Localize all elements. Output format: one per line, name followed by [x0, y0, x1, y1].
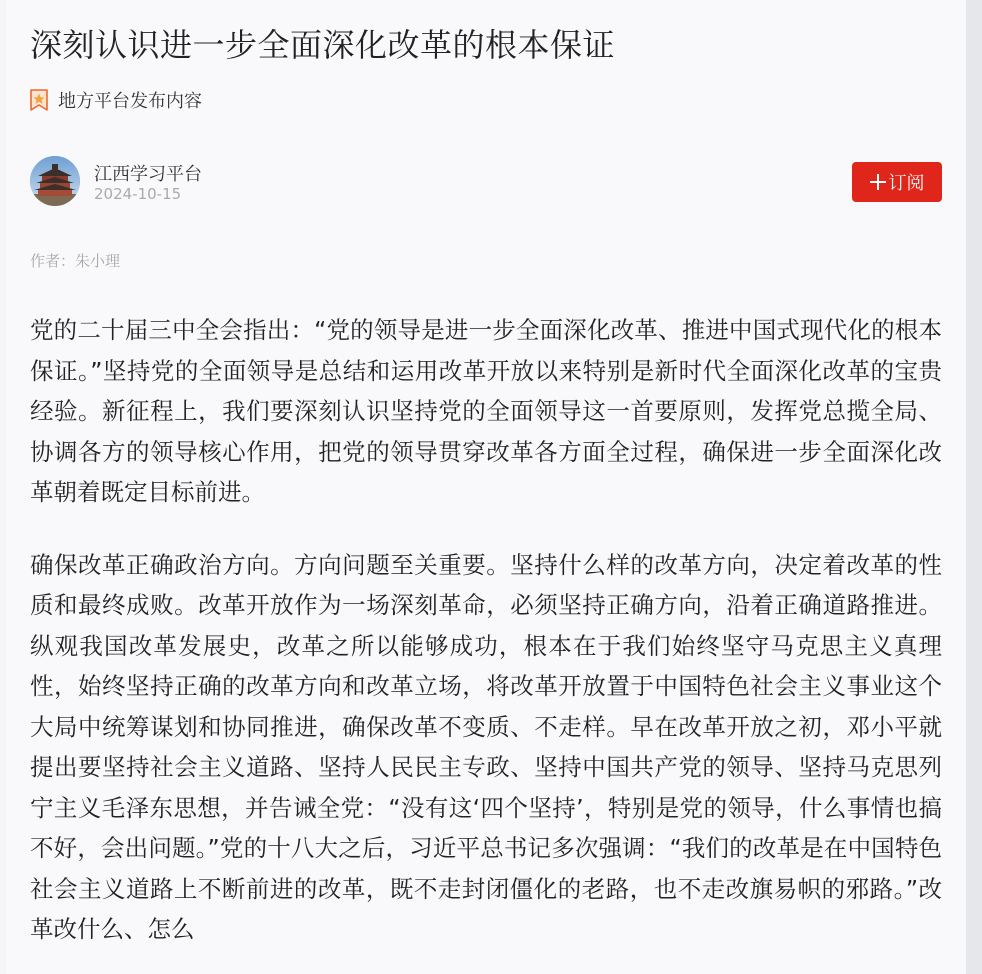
- article-title: 深刻认识进一步全面深化改革的根本保证: [30, 26, 616, 64]
- paragraph: 党的二十届三中全会指出：“党的领导是进一步全面深化改革、推进中国式现代化的根本保证。”坚持党的全面领导是总结和运用改革开放以来特别是新时代全面深化改革的宝贵经验。新征程上，我们要深刻认识坚持党的全面领导这一首要原则，发挥党总揽全局、协调各方的领导核心作用，把党的领导贯穿改革各方面全过程，确保进一步全面深化改革朝着既定目标前进。: [30, 316, 942, 506]
- subscribe-label: 订阅: [888, 173, 925, 194]
- badge-star-icon: [30, 89, 48, 111]
- source-name[interactable]: 江西学习平台: [94, 164, 202, 185]
- pavilion-avatar[interactable]: [30, 156, 80, 206]
- paragraph: 确保改革正确政治方向。方向问题至关重要。坚持什么样的改革方向，决定着改革的性质和最终成败。改革开放作为一场深刻革命，必须坚持正确方向，沿着正确道路推进。纵观我国改革发展史，改革之所以能够成功，根本在于我们始终坚守马克思主义真理性，始终坚持正确的改革方向和改革立场，将改革开放置于中国特色社会主义事业这个大局中统筹谋划和协同推进，确保改革不变质、不走样。早在改革开放之初，邓小平就提出要坚持社会主义道路、坚持人民民主专政、坚持中国共产党的领导、坚持马克思列宁主义毛泽东思想，并告诫全党：“没有这‘四个坚持’，特别是党的领导，什么事情也搞不好，会出问题。”党的十八大之后，习近平总书记多次强调：“我们的改革是在中国特色社会主义道路上不断前进的改革，既不走封闭僵化的老路，也不走改旗易帜的邪路。”改革改什么、怎么: [30, 550, 942, 943]
- platform-tag: [30, 86, 202, 114]
- author-line: 作者：朱小理: [30, 252, 121, 270]
- scrollbar-track[interactable]: [966, 0, 982, 974]
- article-page: [6, 0, 966, 974]
- platform-tag-label: 地方平台发布内容: [58, 91, 202, 112]
- source-row: [30, 156, 942, 208]
- plus-icon: [870, 174, 886, 190]
- article-body: [30, 310, 942, 974]
- publish-date: 2024-10-15: [94, 185, 182, 203]
- subscribe-button[interactable]: [852, 162, 942, 202]
